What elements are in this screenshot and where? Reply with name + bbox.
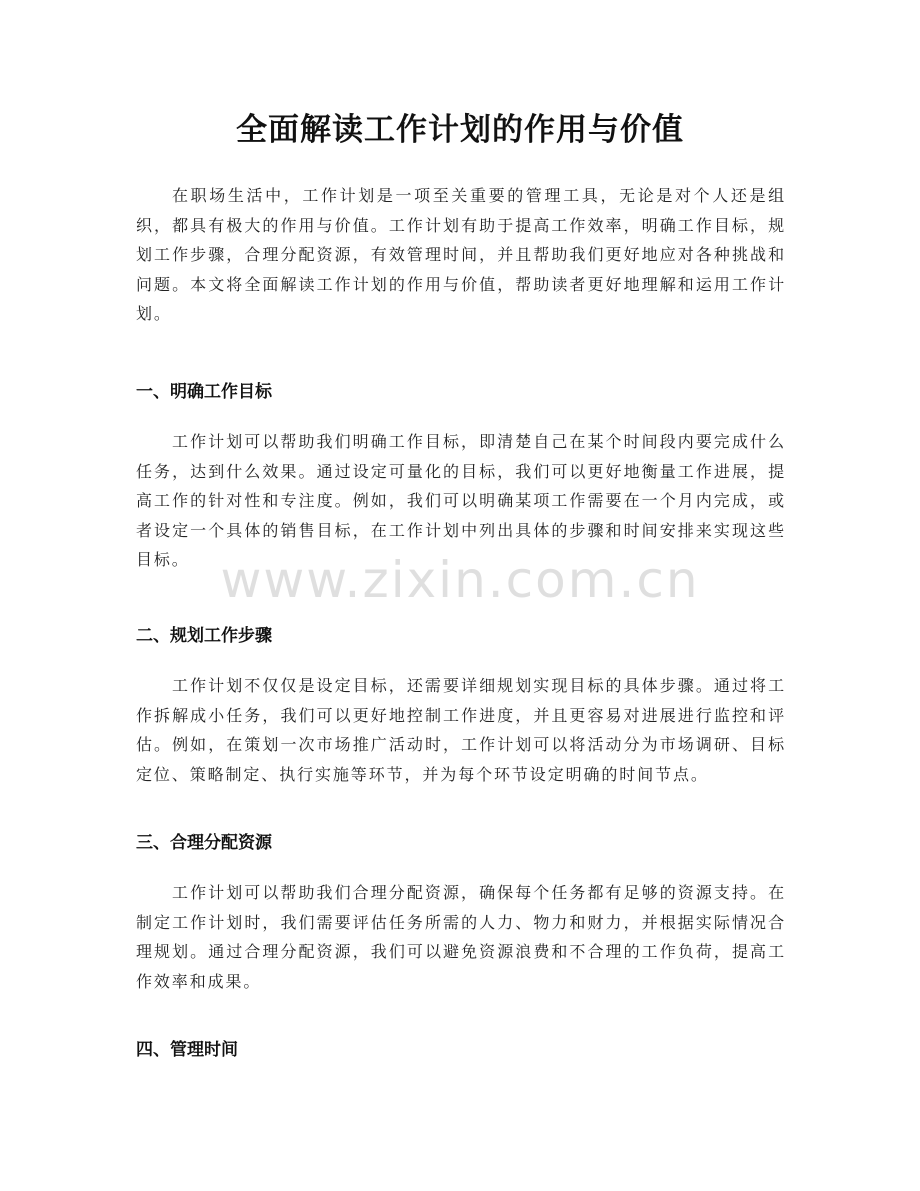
- intro-paragraph: 在职场生活中，工作计划是一项至关重要的管理工具，无论是对个人还是组织，都具有极大的作用与价值。工作计划有助于提高工作效率，明确工作目标，规划工作步骤，合理分配资源，有效管理时间，并且帮助我们更好地应对各种挑战和问题。本文将全面解读工作计划的作用与价值，帮助读者更好地理解和运用工作计划。: [136, 186, 786, 324]
- watermark: www.zixin.com.cn: [220, 551, 700, 609]
- document-title: 全面解读工作计划的作用与价值: [236, 112, 684, 148]
- section-body-2: 工作计划不仅仅是设定目标，还需要详细规划实现目标的具体步骤。通过将工作拆解成小任务，我们可以更好地控制工作进度，并且更容易对进展进行监控和评估。例如，在策划一次市场推广活动时，工作计划可以将活动分为市场调研、目标定位、策略制定、执行实施等环节，并为每个环节设定明确的时间节点。: [136, 676, 786, 784]
- section-heading-1: 一、明确工作目标: [136, 382, 272, 402]
- section-body-1: 工作计划可以帮助我们明确工作目标，即清楚自己在某个时间段内要完成什么任务，达到什么效果。通过设定可量化的目标，我们可以更好地衡量工作进展，提高工作的针对性和专注度。例如，我们可以明确某项工作需要在一个月内完成，或者设定一个具体的销售目标，在工作计划中列出具体的步骤和时间安排来实现这些目标。: [136, 432, 786, 570]
- section-heading-3: 三、合理分配资源: [136, 833, 272, 853]
- section-heading-4: 四、管理时间: [136, 1040, 238, 1060]
- section-heading-2: 二、规划工作步骤: [136, 626, 272, 646]
- section-body-3: 工作计划可以帮助我们合理分配资源，确保每个任务都有足够的资源支持。在制定工作计划时，我们需要评估任务所需的人力、物力和财力，并根据实际情况合理规划。通过合理分配资源，我们可以避免资源浪费和不合理的工作负荷，提高工作效率和成果。: [136, 883, 786, 991]
